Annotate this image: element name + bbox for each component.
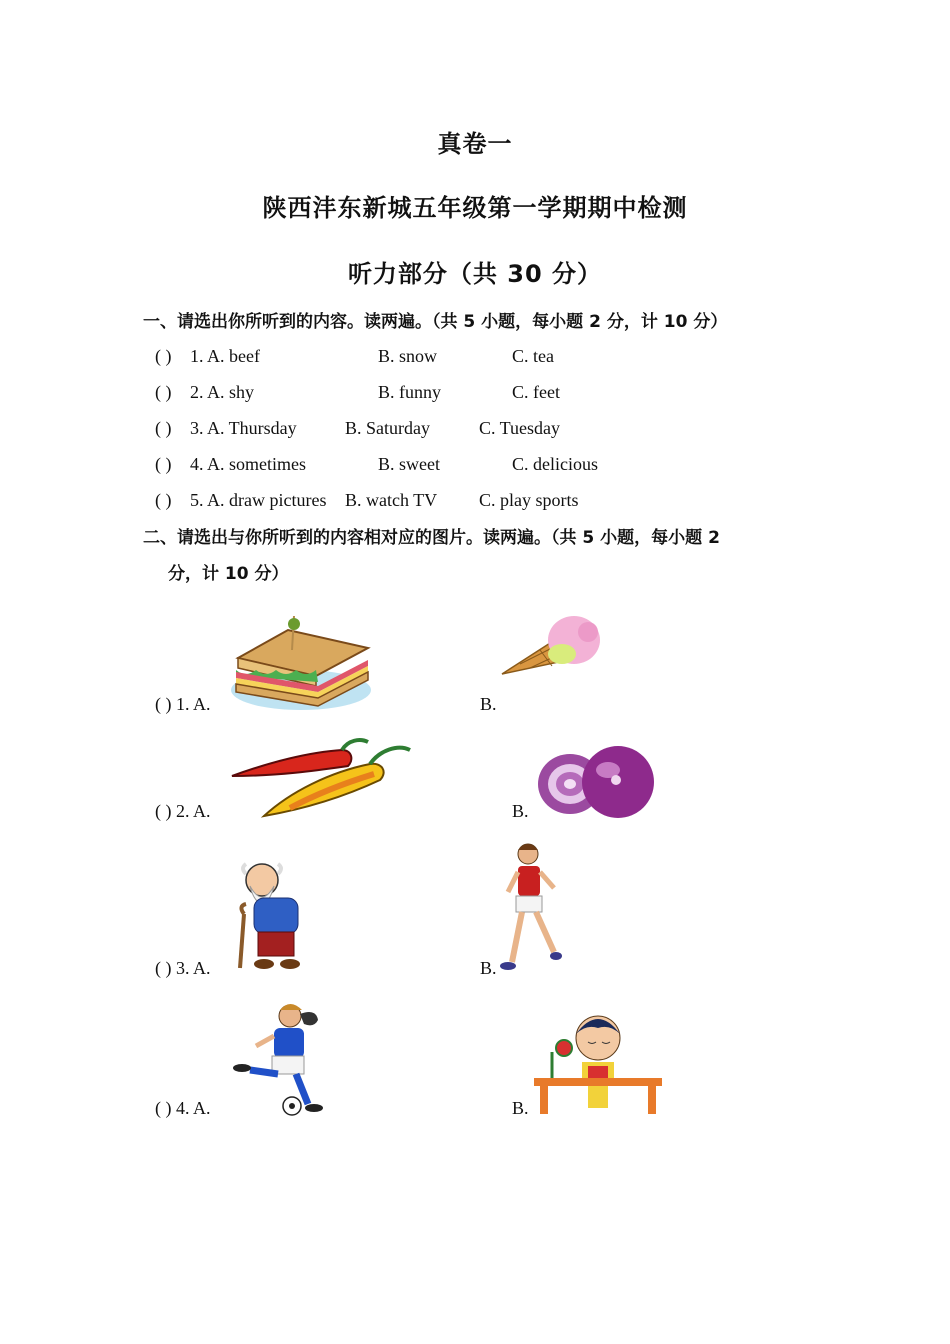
onion-icon [536, 742, 656, 822]
option-b: B. watch TV [345, 490, 438, 510]
answer-blank[interactable]: ( ) [155, 454, 172, 474]
option-b: B. snow [378, 346, 438, 366]
picture-question-label: ( ) 1. A. [155, 694, 211, 714]
option-b: B. Saturday [345, 418, 430, 438]
answer-blank[interactable]: ( ) [155, 346, 172, 366]
option-a: 3. A. Thursday [190, 418, 297, 438]
picture-option-b: B. [512, 801, 529, 821]
question-row [150, 490, 710, 518]
question-row [150, 382, 710, 410]
option-a: 5. A. draw pictures [190, 490, 327, 510]
picture-question-label: ( ) 3. A. [155, 958, 211, 978]
part-title: 听力部分（共 30 分） [347, 260, 603, 288]
ice-cream-icon [500, 598, 604, 678]
chili-peppers-icon [230, 732, 414, 822]
sandwich-icon [228, 610, 374, 714]
question-row [150, 418, 710, 446]
runner-icon [498, 840, 566, 974]
option-b: B. funny [378, 382, 441, 402]
picture-option-b: B. [512, 1098, 529, 1118]
answer-blank[interactable]: ( ) [155, 490, 172, 510]
option-c: C. tea [512, 346, 554, 366]
picture-option-b: B. [480, 958, 497, 978]
question-row [150, 454, 710, 482]
picture-question-label: ( ) 2. A. [155, 801, 211, 821]
option-b: B. sweet [378, 454, 440, 474]
option-a: 2. A. shy [190, 382, 255, 402]
picture-question-label: ( ) 4. A. [155, 1098, 211, 1118]
boy-reading-icon [532, 1008, 664, 1118]
option-c: C. delicious [512, 454, 598, 474]
section2-heading: 二、请选出与你所听到的内容相对应的图片。读两遍。（共 5 小题，每小题 2 [143, 528, 720, 548]
answer-blank[interactable]: ( ) [155, 418, 172, 438]
football-player-icon [230, 1000, 330, 1118]
picture-option-b: B. [480, 694, 497, 714]
option-a: 4. A. sometimes [190, 454, 306, 474]
exam-title: 真卷一 [437, 130, 513, 158]
option-a: 1. A. beef [190, 346, 260, 366]
option-c: C. play sports [479, 490, 579, 510]
option-c: C. Tuesday [479, 418, 561, 438]
option-c: C. feet [512, 382, 560, 402]
answer-blank[interactable]: ( ) [155, 382, 172, 402]
old-man-icon [232, 860, 308, 972]
exam-subtitle: 陕西沣东新城五年级第一学期期中检测 [262, 194, 688, 222]
section1-heading: 一、请选出你所听到的内容。读两遍。（共 5 小题，每小题 2 分，计 10 分） [143, 312, 728, 332]
question-row [150, 346, 710, 374]
section2-heading-cont: 分，计 10 分） [168, 564, 289, 584]
